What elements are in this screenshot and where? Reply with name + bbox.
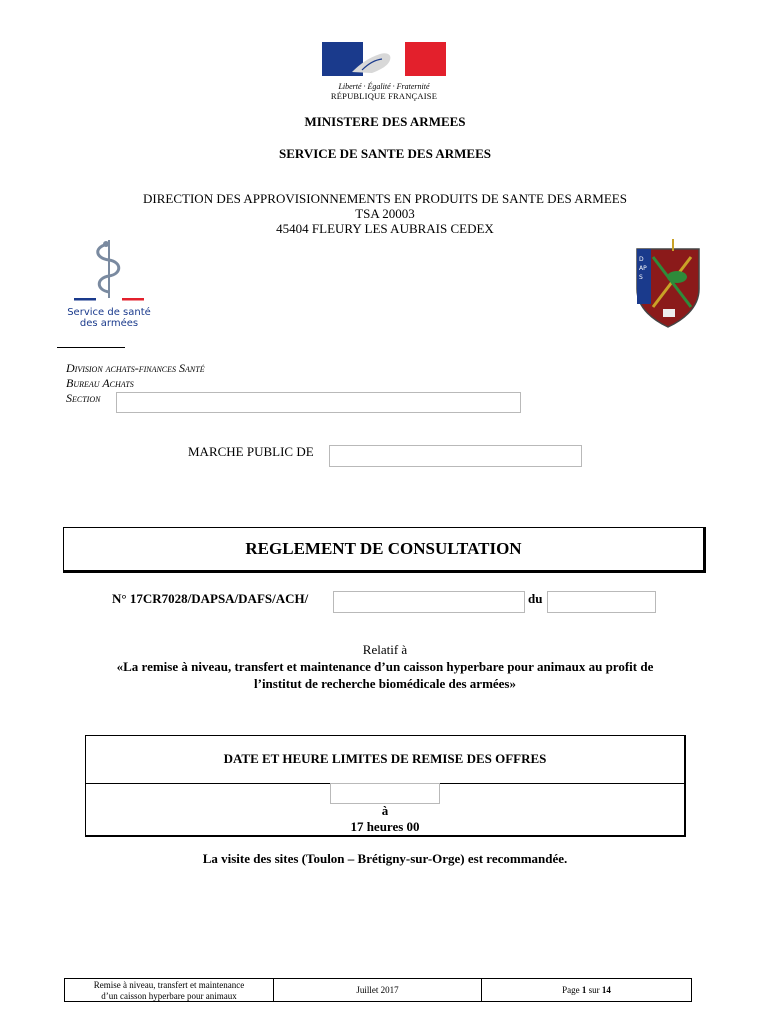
ssa-text-line1: Service de santé: [67, 307, 151, 318]
footer-page-number: 1: [581, 985, 587, 995]
marianne-logo: [322, 42, 446, 100]
reference-number-field[interactable]: [333, 591, 525, 613]
direction-line2: TSA 20003: [355, 206, 415, 221]
reference-number-label: N° 17CR7028/DAPSA/DAFS/ACH/: [112, 591, 309, 606]
object-line2: l’institut de recherche biomédicale des armées»: [254, 676, 516, 691]
direction-line1: DIRECTION DES APPROVISIONNEMENTS EN PRODUITS DE SANTE DES ARMEES: [143, 191, 627, 206]
footer-page-cell: [482, 979, 691, 1001]
footer-object-cell: [65, 979, 274, 1001]
object-line1: «La remise à niveau, transfert et maintenance d’un caisson hyperbare pour animaux au profit de: [116, 659, 654, 674]
marche-label: MARCHE PUBLIC DE: [188, 444, 314, 459]
footer-table: [64, 978, 692, 1002]
deadline-header: DATE ET HEURE LIMITES DE REMISE DES OFFRES: [86, 736, 684, 784]
marche-field[interactable]: [329, 445, 582, 467]
section-field[interactable]: [116, 392, 521, 413]
footer-object-line1: Remise à niveau, transfert et maintenance: [93, 980, 245, 990]
section-label: Section: [66, 391, 101, 405]
marianne-motto: Liberté · Égalité · Fraternité: [338, 82, 430, 91]
service-title: SERVICE DE SANTE DES ARMEES: [279, 146, 491, 161]
reference-date-field[interactable]: [547, 591, 656, 613]
ssa-text-line2: des armées: [79, 318, 139, 329]
footer-date-cell: Juillet 2017: [274, 979, 482, 1001]
deadline-date-field[interactable]: [330, 783, 440, 804]
footer-object-line2: d’un caisson hyperbare pour animaux: [101, 991, 237, 1001]
ssa-logo: [64, 236, 154, 332]
title-box: [63, 527, 706, 573]
footer-page-total: 14: [601, 985, 611, 995]
deadline-a: à: [381, 803, 389, 818]
dapsa-shield-logo: [633, 237, 703, 329]
direction-line3: 45404 FLEURY LES AUBRAIS CEDEX: [276, 221, 494, 236]
direction-block: [0, 191, 770, 236]
ministry-title: MINISTERE DES ARMEES: [304, 114, 466, 129]
caduceus-icon: [64, 236, 154, 302]
document-title: REGLEMENT DE CONSULTATION: [245, 539, 522, 558]
footer-page-prefix: Page: [562, 985, 582, 995]
relatif-intro: Relatif à: [362, 642, 408, 657]
marianne-republic: RÉPUBLIQUE FRANÇAISE: [330, 91, 438, 101]
visit-note: La visite des sites (Toulon – Brétigny-sur-Orge) est recommandée.: [202, 851, 568, 866]
marianne-flag-icon: [322, 42, 446, 76]
reference-du-label: du: [528, 591, 543, 606]
footer-page-mid: sur: [586, 985, 602, 995]
dapsa-shield-icon: [633, 237, 703, 329]
divider-line: [57, 347, 125, 348]
dapsa-letters: DAPS: [639, 256, 647, 281]
division-line2: Bureau Achats: [66, 376, 134, 390]
deadline-time: 17 heures 00: [350, 819, 420, 834]
division-line1: Division achats-finances Santé: [66, 361, 205, 375]
